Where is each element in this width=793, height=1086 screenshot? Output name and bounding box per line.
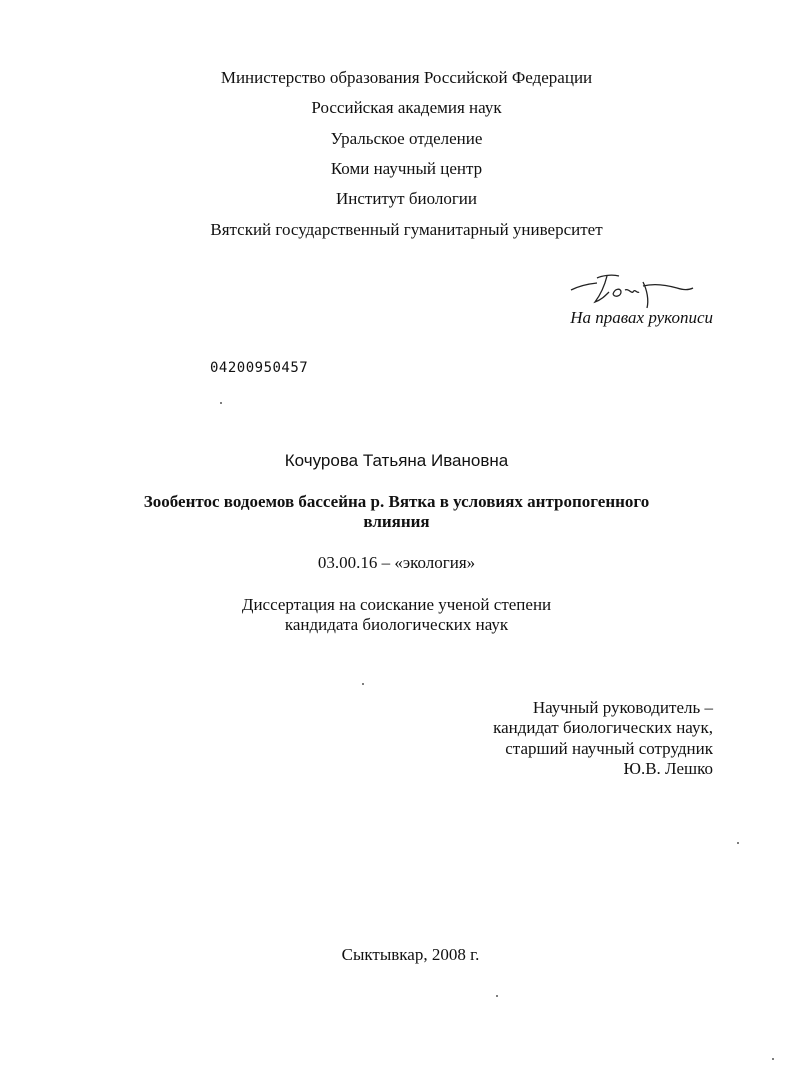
- institution-ural-branch: Уральское отделение: [330, 129, 483, 148]
- author-name: Кочурова Татьяна Ивановна: [284, 451, 509, 470]
- advisor-degree: кандидат биологических наук,: [493, 718, 713, 737]
- institution-biology-institute: Институт биологии: [335, 189, 477, 208]
- institution-vyatka-university: Вятский государственный гуманитарный университет: [210, 220, 603, 239]
- advisor-name: Ю.В. Лешко: [623, 759, 713, 778]
- institution-komi-center: Коми научный центр: [330, 159, 483, 178]
- scan-speck: [362, 683, 364, 685]
- advisor-role: Научный руководитель –: [532, 698, 713, 717]
- scan-speck: [737, 842, 739, 844]
- scan-speck: [496, 995, 498, 997]
- institution-academy: Российская академия наук: [311, 98, 502, 117]
- degree-line-2: кандидата биологических наук: [284, 615, 509, 634]
- dissertation-title-line-1: Зообентос водоемов бассейна р. Вятка в условиях антропогенного: [143, 492, 650, 511]
- institution-ministry: Министерство образования Российской Федерации: [220, 68, 593, 87]
- scan-speck: [220, 402, 222, 404]
- dissertation-title-line-2: влияния: [363, 512, 430, 531]
- place-and-year: Сыктывкар, 2008 г.: [341, 945, 480, 964]
- degree-line-1: Диссертация на соискание ученой степени: [241, 595, 552, 614]
- manuscript-rights-note: На правах рукописи: [570, 308, 713, 327]
- archive-number: 04200950457: [210, 360, 309, 376]
- scan-speck: [772, 1058, 774, 1060]
- specialty-code: 03.00.16 – «экология»: [317, 553, 476, 572]
- handwritten-signature: [567, 270, 697, 310]
- advisor-position: старший научный сотрудник: [505, 739, 713, 758]
